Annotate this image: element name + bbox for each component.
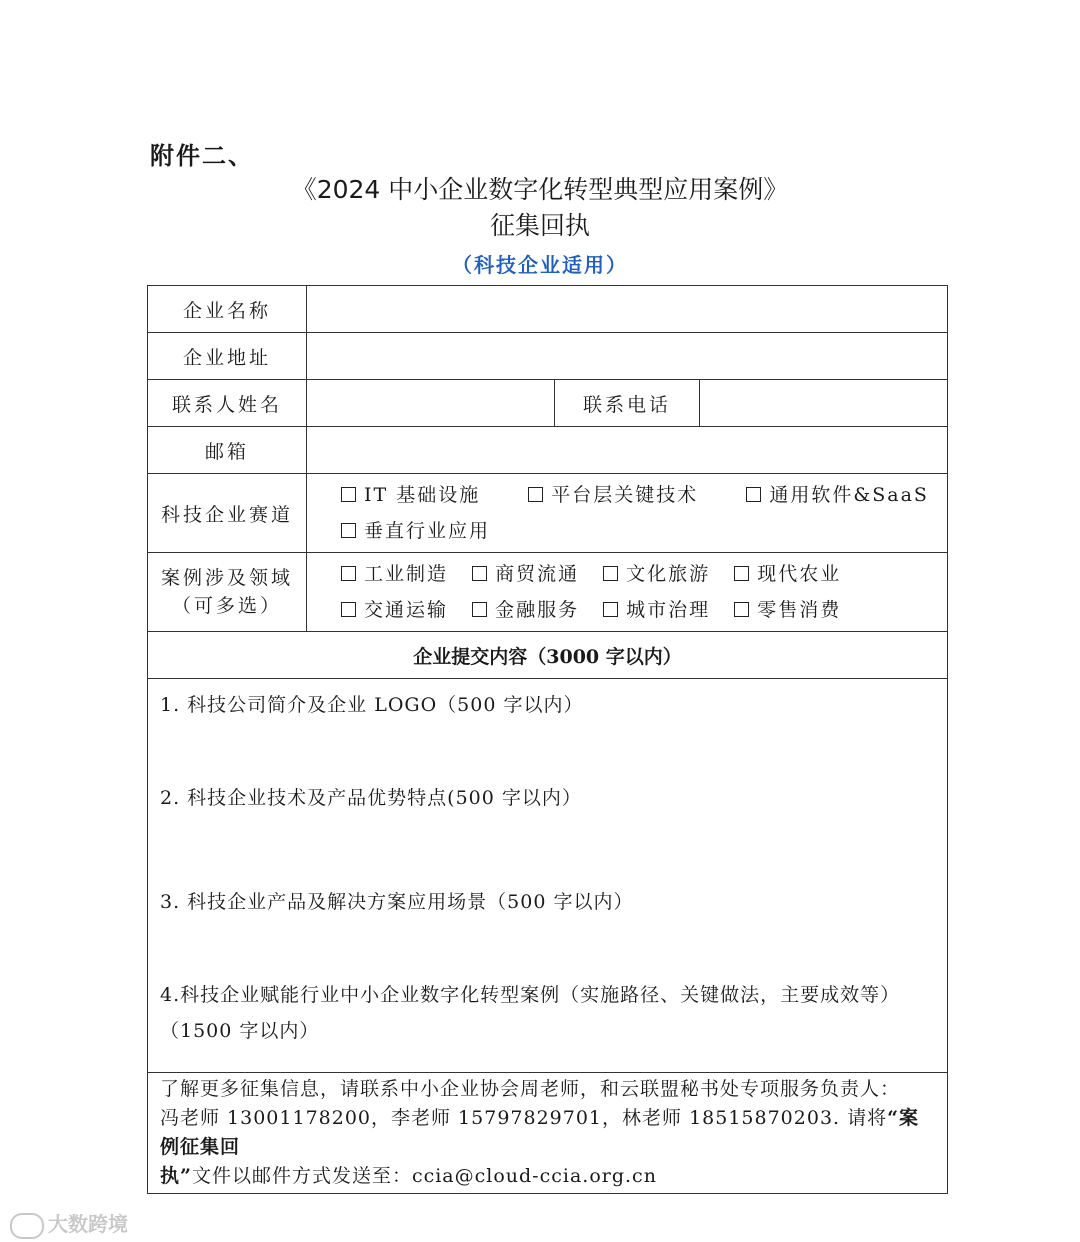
company-name-label: 企业名称 [148,286,307,333]
checkbox-icon [472,566,487,581]
checkbox-icon [603,602,618,617]
track-label: 科技企业赛道 [148,474,307,553]
domain-option-retail[interactable]: 零售消费 [734,592,841,628]
checkbox-icon [341,566,356,581]
company-address-label: 企业地址 [148,333,307,380]
content-item-4: 4.科技企业赋能行业中小企业数字化转型案例（实施路径、关键做法，主要成效等） [160,984,901,1006]
checkbox-icon [341,487,356,502]
domain-option-culture-tourism[interactable]: 文化旅游 [603,556,710,592]
content-item-4-note: （1500 字以内） [160,1020,320,1042]
checkbox-icon [603,566,618,581]
domain-option-finance[interactable]: 金融服务 [472,592,579,628]
document-title: 《2024 中小企业数字化转型典型应用案例》 [291,175,789,204]
content-item-1: 1. 科技公司简介及企业 LOGO（500 字以内） [160,694,584,716]
checkbox-icon [528,487,543,502]
track-option-vertical-industry[interactable]: 垂直行业应用 [341,513,490,549]
domain-options [307,553,948,632]
domain-label: 案例涉及领域 （可多选） [148,553,307,632]
domain-option-commerce[interactable]: 商贸流通 [472,556,579,592]
contact-footer [148,1073,948,1194]
document-title-line2: 征集回执 [489,211,590,240]
domain-option-city-governance[interactable]: 城市治理 [603,592,710,628]
watermark-logo-icon [10,1213,44,1239]
footer-line-1: 了解更多征集信息，请联系中小企业协会周老师，和云联盟秘书处专项服务负责人： [160,1078,901,1100]
contact-phone-field[interactable] [700,380,948,427]
watermark: 大数跨境 [10,1208,128,1239]
company-name-field[interactable] [307,286,948,333]
contact-name-field[interactable] [307,380,555,427]
checkbox-icon [472,602,487,617]
document-subtitle: （科技企业适用） [452,253,628,277]
checkbox-icon [734,602,749,617]
content-item-3: 3. 科技企业产品及解决方案应用场景（500 字以内） [160,891,634,913]
domain-option-agriculture[interactable]: 现代农业 [734,556,841,592]
track-option-it-infrastructure[interactable]: IT 基础设施 [341,477,480,513]
content-header: 企业提交内容（3000 字以内） [148,632,948,679]
domain-option-manufacturing[interactable]: 工业制造 [341,556,448,592]
email-label: 邮箱 [148,427,307,474]
track-options [307,474,948,553]
domain-option-transportation[interactable]: 交通运输 [341,592,448,628]
checkbox-icon [341,602,356,617]
footer-line-3: 执”文件以邮件方式发送至：ccia@cloud-ccia.org.cn [160,1165,657,1187]
submission-content-area[interactable] [148,679,948,1073]
track-option-saas[interactable]: 通用软件&SaaS [746,477,929,513]
content-item-2: 2. 科技企业技术及产品优势特点(500 字以内） [160,787,582,809]
appendix-label: 附件二、 [150,141,254,170]
footer-line-2: 冯老师 13001178200，李老师 15797829701，林老师 18515870203. 请将“案例征集回 [160,1107,920,1158]
checkbox-icon [341,523,356,538]
track-option-platform-layer[interactable]: 平台层关键技术 [528,477,698,513]
contact-phone-label: 联系电话 [555,380,700,427]
email-field[interactable] [307,427,948,474]
checkbox-icon [734,566,749,581]
checkbox-icon [746,487,761,502]
company-address-field[interactable] [307,333,948,380]
contact-name-label: 联系人姓名 [148,380,307,427]
receipt-form [147,285,948,1194]
